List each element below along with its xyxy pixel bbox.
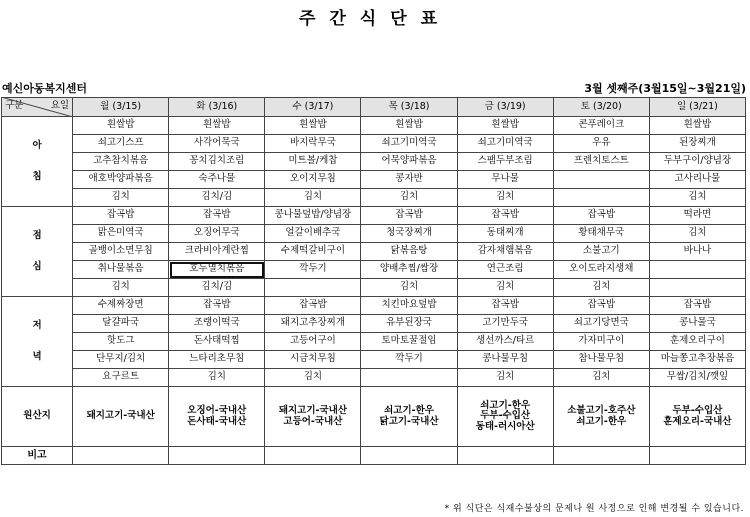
origin-cell: [265, 387, 361, 447]
menu-cell: 김치: [169, 369, 265, 387]
menu-cell: 쇠고기스프: [73, 135, 169, 153]
menu-cell: 김치: [553, 369, 649, 387]
center-name: 예신아동복지센터: [2, 82, 88, 95]
origin-cell: [553, 387, 649, 447]
menu-cell: 잡곡밥: [457, 207, 553, 225]
menu-cell: 깍두기: [265, 261, 361, 279]
dinner-row: [2, 297, 746, 315]
menu-cell: 단무지/김치: [73, 351, 169, 369]
menu-cell: 김치: [457, 279, 553, 297]
menu-cell: 김치: [457, 189, 553, 207]
corner-diagonal: [1, 97, 73, 117]
origin-line: 두부-수입산: [480, 410, 531, 422]
menu-cell: 바나나: [649, 243, 745, 261]
menu-cell: [553, 171, 649, 189]
origin-line: 동태-러시아산: [475, 420, 535, 432]
menu-cell: 유부된장국: [361, 315, 457, 333]
menu-cell: 훈제오리구이: [649, 333, 745, 351]
menu-cell: 닭볶음탕: [361, 243, 457, 261]
origin-line: 쇠고기-한우: [384, 405, 434, 417]
menu-cell: 수제떡갈비구이: [265, 243, 361, 261]
menu-cell: 김치: [73, 279, 169, 297]
menu-cell: 사각어묵국: [169, 135, 265, 153]
menu-cell: [553, 189, 649, 207]
breakfast-row: [2, 171, 746, 189]
menu-cell: 잡곡밥: [361, 207, 457, 225]
origin-cell: [73, 387, 169, 447]
menu-cell: 황태채무국: [553, 225, 649, 243]
menu-cell: 고등어구이: [265, 333, 361, 351]
menu-cell: 토마토꿀절임: [361, 333, 457, 351]
dinner-row: [2, 369, 746, 387]
origin-line: 오징어-국내산: [187, 405, 247, 417]
origin-line: 두부-수입산: [672, 405, 723, 417]
menu-cell: [649, 261, 745, 279]
menu-cell: 시금치무침: [265, 351, 361, 369]
breakfast-row: [2, 153, 746, 171]
menu-cell: 떡라면: [649, 207, 745, 225]
origin-cell: [457, 387, 553, 447]
origin-line: 돼지고기-국내산: [278, 405, 347, 417]
menu-cell: 흰쌀밥: [265, 117, 361, 135]
menu-cell: 콘푸레이크: [553, 117, 649, 135]
breakfast-row: [2, 135, 746, 153]
lunch-row: [2, 225, 746, 243]
menu-cell: 두부구이/양념장: [649, 153, 745, 171]
remarks-row: [2, 447, 746, 465]
menu-cell: 김치: [361, 189, 457, 207]
menu-cell: 무쌈/김치/깻잎: [649, 369, 745, 387]
remarks-cell: [553, 447, 649, 465]
origin-row: [2, 387, 746, 447]
menu-cell: 고사리나물: [649, 171, 745, 189]
menu-cell: 골뱅이소면무침: [73, 243, 169, 261]
dinner-label: [2, 297, 73, 387]
menu-cell: 마늘쫑고추장볶음: [649, 351, 745, 369]
meal-label-top: 저: [32, 320, 42, 332]
menu-cell: 요구르트: [73, 369, 169, 387]
menu-cell: 흰쌀밥: [73, 117, 169, 135]
remarks-cell: [169, 447, 265, 465]
meal-label-top: 점: [32, 230, 42, 242]
meal-label-bottom: 침: [32, 170, 42, 182]
day-header: 수 (3/17): [265, 98, 361, 117]
day-header: 일 (3/21): [649, 98, 745, 117]
menu-cell: 김치/김: [169, 279, 265, 297]
menu-cell: 소불고기: [553, 243, 649, 261]
origin-line: 훈제오리-국내산: [663, 415, 732, 427]
dinner-row: [2, 315, 746, 333]
menu-cell: 김치: [457, 369, 553, 387]
menu-cell: 달걀파국: [73, 315, 169, 333]
menu-cell: 오이도라지생채: [553, 261, 649, 279]
dinner-row: [2, 351, 746, 369]
lunch-label: [2, 207, 73, 297]
menu-cell: 콩자반: [361, 171, 457, 189]
menu-cell: 쇠고기미역국: [457, 135, 553, 153]
menu-cell: 호두멸치볶음: [169, 261, 265, 279]
day-header: 월 (3/15): [73, 98, 169, 117]
menu-cell: 잡곡밥: [169, 297, 265, 315]
menu-cell: 콩나물국: [649, 315, 745, 333]
remarks-label: 비고: [2, 447, 73, 465]
menu-cell: 잡곡밥: [169, 207, 265, 225]
day-header: 목 (3/18): [361, 98, 457, 117]
menu-cell: 프렌치토스트: [553, 153, 649, 171]
breakfast-row: [2, 117, 746, 135]
menu-cell: 흰쌀밥: [169, 117, 265, 135]
menu-cell: 오징어무국: [169, 225, 265, 243]
menu-cell: 김치: [265, 369, 361, 387]
menu-cell: 취나물볶음: [73, 261, 169, 279]
menu-cell: 깍두기: [361, 351, 457, 369]
menu-cell: 참나물무침: [553, 351, 649, 369]
menu-cell: 콩나물덮밥/양념장: [265, 207, 361, 225]
origin-line: 쇠고기-한우: [480, 399, 531, 411]
menu-cell: 숙주나물: [169, 171, 265, 189]
menu-cell: 수제짜장면: [73, 297, 169, 315]
origin-line: 소불고기-호주산: [567, 405, 636, 417]
menu-cell: 쇠고기미역국: [361, 135, 457, 153]
menu-cell: 어묵양파볶음: [361, 153, 457, 171]
menu-cell: 고기만두국: [457, 315, 553, 333]
lunch-row: [2, 243, 746, 261]
menu-cell: 생선까스/타르: [457, 333, 553, 351]
lunch-row: [2, 207, 746, 225]
menu-cell: 가자미구이: [553, 333, 649, 351]
menu-cell: [361, 369, 457, 387]
lunch-row: [2, 261, 746, 279]
menu-body: [2, 117, 746, 387]
menu-cell: 김치: [553, 279, 649, 297]
menu-cell: 바지락무국: [265, 135, 361, 153]
menu-cell: 치킨마요덮밥: [361, 297, 457, 315]
origin-line: 돈사태-국내산: [187, 415, 247, 427]
menu-cell: 김치/김: [169, 189, 265, 207]
menu-cell: 쇠고기당면국: [553, 315, 649, 333]
remarks-cell: [457, 447, 553, 465]
remarks-cell: [265, 447, 361, 465]
corner-label-category: 구분: [5, 100, 24, 111]
menu-cell: 잡곡밥: [553, 207, 649, 225]
origin-cell: [649, 387, 745, 447]
menu-cell: 돈사태떡찜: [169, 333, 265, 351]
origin-cell: [169, 387, 265, 447]
week-label: 3월 셋째주(3월15일~3월21일): [584, 82, 746, 95]
origin-line: 닭고기-국내산: [379, 415, 439, 427]
menu-cell: 오이지무침: [265, 171, 361, 189]
menu-cell: 핫도그: [73, 333, 169, 351]
menu-cell: 된장찌개: [649, 135, 745, 153]
day-header: 토 (3/20): [553, 98, 649, 117]
remarks-cell: [73, 447, 169, 465]
menu-cell: [265, 279, 361, 297]
breakfast-row: [2, 189, 746, 207]
day-header: 금 (3/19): [457, 98, 553, 117]
menu-cell: 청국장찌개: [361, 225, 457, 243]
menu-cell: 연근조림: [457, 261, 553, 279]
menu-cell: 잡곡밥: [265, 297, 361, 315]
menu-cell: 김치: [73, 189, 169, 207]
header-row: [2, 98, 746, 117]
menu-cell: 잡곡밥: [73, 207, 169, 225]
menu-cell: 애호박양파볶음: [73, 171, 169, 189]
day-header: 화 (3/16): [169, 98, 265, 117]
menu-cell: 고추참치볶음: [73, 153, 169, 171]
menu-cell: 조랭이떡국: [169, 315, 265, 333]
origin-line: 돼지고기-국내산: [86, 410, 155, 422]
menu-cell: 콩나물무침: [457, 351, 553, 369]
menu-cell: 김치: [361, 279, 457, 297]
meal-label-bottom: 심: [32, 260, 42, 272]
menu-cell: 잡곡밥: [553, 297, 649, 315]
menu-cell: 김치: [265, 189, 361, 207]
menu-cell: 감자채햄볶음: [457, 243, 553, 261]
menu-cell: 크라비아계란찜: [169, 243, 265, 261]
breakfast-label: [2, 117, 73, 207]
menu-cell: 양배추찜/쌈장: [361, 261, 457, 279]
remarks-cell: [361, 447, 457, 465]
menu-cell: 동태찌개: [457, 225, 553, 243]
meal-label-bottom: 녁: [32, 350, 42, 362]
menu-cell: 흰쌀밥: [361, 117, 457, 135]
menu-cell: 꽁치김치조림: [169, 153, 265, 171]
dinner-row: [2, 333, 746, 351]
weekly-menu-table: [1, 97, 746, 465]
menu-cell: 흰쌀밥: [649, 117, 745, 135]
menu-cell: 얼갈이배추국: [265, 225, 361, 243]
meal-label-top: 아: [32, 140, 42, 152]
menu-cell: 우유: [553, 135, 649, 153]
lunch-row: [2, 279, 746, 297]
menu-cell: 느타리초무침: [169, 351, 265, 369]
menu-cell: 스팸두부조림: [457, 153, 553, 171]
origin-line: 고등어-국내산: [283, 415, 343, 427]
menu-cell: 잡곡밥: [457, 297, 553, 315]
menu-cell: 흰쌀밥: [457, 117, 553, 135]
origin-line: 쇠고기-한우: [576, 415, 627, 427]
menu-cell: 잡곡밥: [649, 297, 745, 315]
menu-cell: 김치: [649, 189, 745, 207]
page-title: 주간식단표: [298, 9, 452, 29]
corner-label-day: 요일: [50, 100, 70, 111]
remarks-cell: [649, 447, 745, 465]
menu-cell: 미트볼/케찹: [265, 153, 361, 171]
origin-label: 원산지: [2, 387, 73, 447]
menu-cell: 돼지고추장찌개: [265, 315, 361, 333]
menu-cell: 맑은미역국: [73, 225, 169, 243]
menu-cell: 무나물: [457, 171, 553, 189]
menu-cell: 김치: [649, 225, 745, 243]
footnote: * 위 식단은 식재수불상의 문제나 원 사정으로 인해 변경될 수 있습니다.: [444, 504, 744, 514]
menu-cell: [649, 279, 745, 297]
origin-cell: [361, 387, 457, 447]
